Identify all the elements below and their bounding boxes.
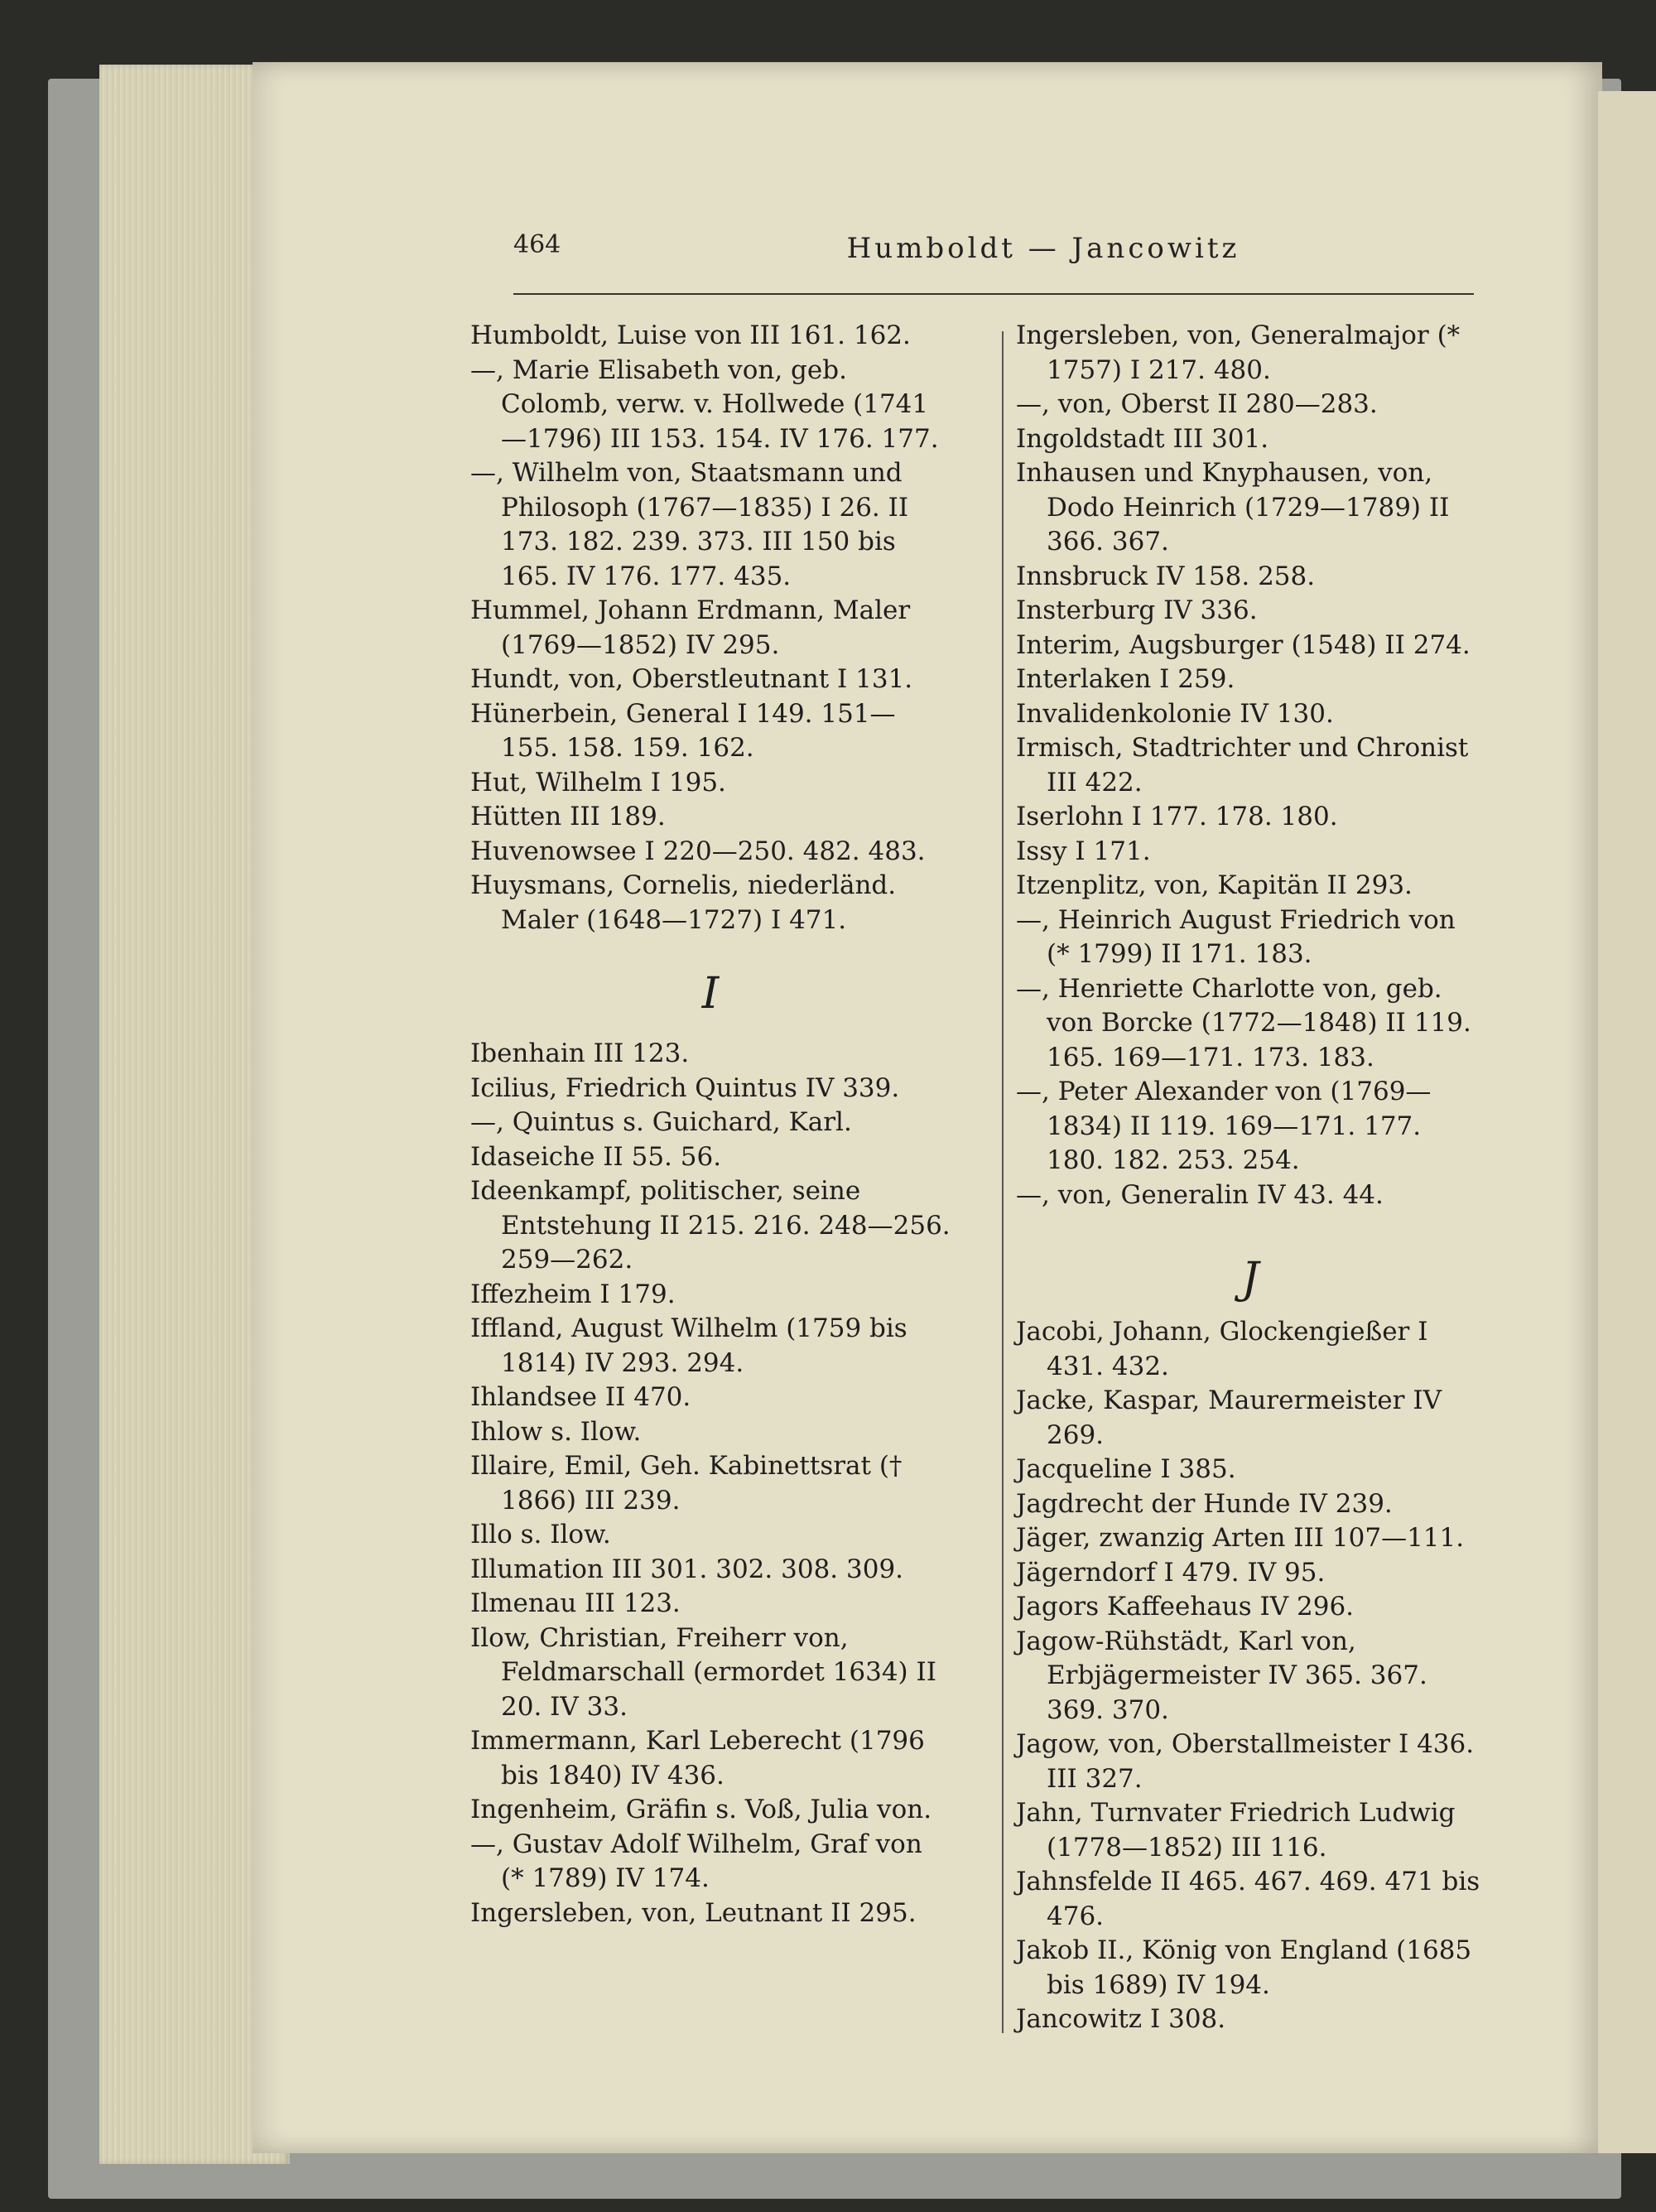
column-divider [1002, 331, 1004, 2033]
index-entry: Iffland, August Wilhelm (1759 bis 1814) IV 293. 294. [470, 1313, 907, 1378]
index-entry: —, Henriette Charlotte von, geb. von Borcke (1772—1848) II 119. 165. 169—171. 173. 183. [1016, 973, 1471, 1072]
index-entry: Huvenowsee I 220—250. 482. 483. [470, 836, 926, 866]
header-rule [513, 293, 1474, 295]
index-entry: Illumation III 301. 302. 308. 309. [470, 1554, 904, 1584]
page-header [513, 224, 1474, 290]
index-entry: Iserlohn I 177. 178. 180. [1016, 802, 1338, 831]
index-entry: Illaire, Emil, Geh. Kabinettsrat († 1866) III 239. [470, 1451, 903, 1516]
index-entry: Jäger, zwanzig Arten III 107—111. [1016, 1523, 1465, 1553]
index-entry: Iffezheim I 179. [470, 1279, 676, 1309]
index-entry: Hünerbein, General I 149. 151—155. 158. 159. 162. [470, 698, 896, 763]
index-entry: Jakob II., König von England (1685 bis 1689) IV 194. [1016, 1935, 1472, 2000]
index-entry: Ihlow s. Ilow. [470, 1416, 642, 1447]
index-entry: Huysmans, Cornelis, niederländ. Maler (1648—1727) I 471. [470, 870, 897, 935]
index-entry: Icilius, Friedrich Quintus IV 339. [470, 1072, 900, 1103]
index-entry: Jagow-Rühstädt, Karl von, Erbjägermeister IV 365. 367. 369. 370. [1016, 1626, 1427, 1725]
index-entry: —, Wilhelm von, Staatsmann und Philosoph (1767—1835) I 26. II 173. 182. 239. 373. III 150 bis 165. IV 176. 177. 435. [470, 458, 909, 591]
index-entry: Insterburg IV 336. [1016, 595, 1258, 625]
index-entry: Interlaken I 259. [1016, 664, 1235, 694]
index-entry: Issy I 171. [1016, 836, 1151, 866]
index-entry: Jägerndorf I 479. IV 95. [1016, 1557, 1326, 1588]
index-entry: Idaseiche II 55. 56. [470, 1141, 722, 1172]
running-head: Humboldt — Jancowitz [846, 232, 1240, 265]
index-entry: Ilmenau III 123. [470, 1588, 681, 1618]
index-entry: Ingersleben, von, Leutnant II 295. [470, 1897, 917, 1928]
index-entry: Jacobi, Johann, Glockengießer I 431. 432. [1016, 1317, 1428, 1381]
index-entry: —, Heinrich August Friedrich von (* 1799) II 171. 183. [1016, 904, 1456, 969]
index-entry: —, Marie Elisabeth von, geb. Colomb, verw. v. Hollwede (1741—1796) III 153. 154. IV 176. 177. [470, 354, 939, 454]
index-column-left [470, 319, 951, 1930]
index-entry: —, Quintus s. Guichard, Karl. [470, 1107, 852, 1137]
index-entry: Immermann, Karl Leberecht (1796 bis 1840) IV 436. [470, 1726, 925, 1790]
index-entry: Hut, Wilhelm I 195. [470, 767, 726, 798]
index-entry: Ihlandsee II 470. [470, 1382, 691, 1412]
index-entry: Humboldt, Luise von III 161. 162. [470, 320, 911, 350]
index-entry: Illo s. Ilow. [470, 1520, 611, 1549]
index-entry: Itzenplitz, von, Kapitän II 293. [1016, 870, 1413, 900]
index-entry: Jahnsfelde II 465. 467. 469. 471 bis 476. [1016, 1867, 1480, 1931]
index-entry: Ilow, Christian, Freiherr von, Feldmarschall (ermordet 1634) II 20. IV 33. [470, 1622, 936, 1722]
index-entry: Ibenhain III 123. [470, 1039, 690, 1068]
index-entry: —, Peter Alexander von (1769—1834) II 119. 169—171. 177. 180. 182. 253. 254. [1016, 1077, 1432, 1175]
index-entry: Jagow, von, Oberstallmeister I 436. III 327. [1016, 1729, 1475, 1794]
index-entry: Ingersleben, von, Generalmajor (* 1757) I 217. 480. [1016, 320, 1461, 385]
page-number: 464 [513, 230, 561, 259]
index-entry: Hütten III 189. [470, 802, 666, 831]
index-entry: Irmisch, Stadtrichter und Chronist III 422. [1016, 733, 1469, 798]
index-entry: Jahn, Turnvater Friedrich Ludwig (1778—1852) III 116. [1016, 1798, 1456, 1863]
facing-page-edge [1598, 91, 1656, 2153]
index-entry: Ingenheim, Gräfin s. Voß, Julia von. [470, 1795, 932, 1824]
index-entry: Hummel, Johann Erdmann, Maler (1769—1852) IV 295. [470, 595, 911, 660]
index-entry: Hundt, von, Oberstleutnant I 131. [470, 664, 913, 694]
index-entry: —, von, Generalin IV 43. 44. [1016, 1179, 1384, 1210]
section-letter-i: I [701, 969, 720, 1019]
index-entry: Inhausen und Knyphausen, von, Dodo Heinrich (1729—1789) II 366. 367. [1016, 458, 1450, 557]
index-column-right [1004, 319, 1485, 2037]
index-entry: Jacqueline I 385. [1016, 1454, 1236, 1484]
index-entry: Ideenkampf, politischer, seine Entstehung II 215. 216. 248—256. 259—262. [470, 1176, 951, 1275]
index-entry: Jagdrecht der Hunde IV 239. [1016, 1488, 1393, 1519]
index-entry: Jagors Kaffeehaus IV 296. [1016, 1592, 1355, 1622]
index-entry: Innsbruck IV 158. 258. [1016, 561, 1316, 591]
index-entry: Jacke, Kaspar, Maurermeister IV 269. [1016, 1386, 1442, 1450]
index-entry: Jancowitz I 308. [1016, 2004, 1226, 2034]
index-entry: Ingoldstadt III 301. [1016, 423, 1269, 454]
index-entry: Invalidenkolonie IV 130. [1016, 698, 1334, 729]
index-entry: —, von, Oberst II 280—283. [1016, 389, 1378, 419]
section-letter-j: J [1241, 1254, 1259, 1304]
index-entry: Interim, Augsburger (1548) II 274. [1016, 629, 1471, 660]
index-entry: —, Gustav Adolf Wilhelm, Graf von (* 1789) IV 174. [470, 1829, 922, 1893]
